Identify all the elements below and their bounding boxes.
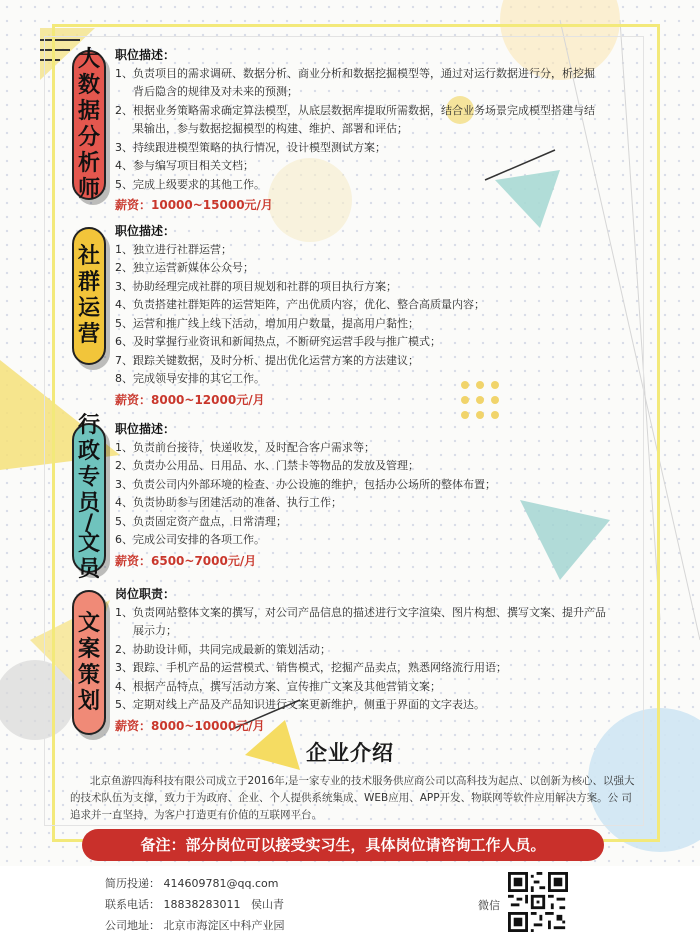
title-char: 政 [77,439,100,464]
title-char: 划 [77,688,100,714]
job-duty: 3、跟踪、手机产品的运营模式、销售模式，挖掘产品卖点，熟悉网络流行用语； [115,661,507,674]
job-duty: 2、协助设计师，共同完成最新的策划活动； [115,642,331,656]
note-banner: 备注：部分岗位可以接受实习生，具体岗位请咨询工作人员。 [82,829,604,861]
job-duty: 5、定期对线上产品及产品知识进行文案更新维护，侧重于界面的文字表达。 [115,698,485,711]
title-char: 群 [77,270,100,295]
job-duty: 8、完成领导安排的其它工作。 [115,372,265,385]
job-duty: 2、独立运营新媒体公众号； [115,261,254,274]
job-duty: 3、负责公司内外部环境的检查、办公设施的维护，包括办公场所的整体布置； [115,477,496,491]
title-char: 文 [77,531,100,556]
title-char: 大 [77,47,100,72]
job-salary: 薪资：8000~12000元/月 [115,392,265,407]
title-char: 策 [77,662,100,688]
contact-address [105,917,285,933]
job-section-community-ops [115,222,635,409]
title-char: 析 [77,151,100,176]
company-title: 企业介绍 [306,741,394,765]
job-duty: 4、参与编写项目相关文档； [115,159,254,172]
job-salary: 薪资：6500~7000元/月 [115,553,257,568]
wechat-label: 微信 [478,899,500,912]
job-title-community-ops [72,227,106,365]
job-duty: 2、负责办公用品、日用品、水、门禁卡等物品的发放及管理； [115,459,419,472]
title-char: 员 [77,557,100,582]
phone-value[interactable]: 18838283011 侯山青 [163,898,284,911]
title-char: 员 [77,491,100,516]
title-char: 营 [77,322,100,347]
job-heading: 职位描述： [115,422,176,436]
job-duty-continued: 展示力； [133,624,177,637]
phone-label: 联系电话： [105,898,160,911]
title-char: 文 [77,610,100,636]
job-heading: 职位描述： [115,224,176,238]
wechat-qr-code-icon[interactable] [508,872,568,932]
contact-footer [0,866,700,942]
job-duty: 4、负责搭建社群矩阵的运营矩阵，产出优质内容，优化、整合高质量内容； [115,298,485,311]
job-section-admin-clerk [115,420,635,570]
job-duty: 5、完成上级要求的其他工作。 [115,177,265,191]
job-duty: 3、持续跟进模型策略的执行情况，设计模型测试方案； [115,140,386,154]
job-duty: 6、及时掌握行业资讯和新闻热点，不断研究运营手段与推广模式； [115,335,441,348]
address-label: 公司地址： [105,919,160,932]
job-salary: 薪资：8000~10000元/月 [115,718,265,733]
job-duty: 1、独立进行社群运营； [115,242,232,256]
job-heading: 岗位职责： [115,587,176,601]
job-duty: 1、负责网站整体文案的撰写，对公司产品信息的描述进行文字渲染、图片构想、撰写文案、提升产品 [115,605,606,619]
title-char: / [84,511,94,536]
job-duty: 5、负责固定资产盘点，日常清理； [115,514,287,528]
title-char: 专 [77,465,100,490]
title-char: 行 [77,413,100,438]
job-heading: 职位描述： [115,48,176,62]
job-duty: 5、运营和推广线上线下活动，增加用户数量，提高用户黏性； [115,316,419,330]
resume-email[interactable]: 414609781@qq.com [163,877,279,890]
job-title-data-analyst [72,47,106,202]
job-duty: 6、完成公司安排的各项工作。 [115,533,265,546]
title-char: 案 [77,636,100,662]
job-title-copywriter [72,590,106,735]
job-duty: 4、根据产品特点，撰写活动方案、宣传推广文案及其他营销文案； [115,679,441,693]
title-char: 数 [77,73,100,98]
resume-label: 简历投递： [105,877,160,890]
job-duty-continued: 背后隐含的规律及对未来的预测； [133,85,298,98]
job-duty: 1、负责项目的需求调研、数据分析、商业分析和数据挖掘模型等，通过对运行数据进行分，析挖掘 [115,66,595,80]
job-duty: 7、跟踪关键数据，及时分析、提出优化运营方案的方法建议； [115,353,419,367]
job-section-data-analyst [115,46,635,215]
job-section-copywriter [115,585,635,735]
company-description: 北京鱼游四海科技有限公司成立于2016年,是一家专业的技术服务供应商公司以高科技为起点、以创新为核心、以强大的技术队伍为支撑，致力于为政府、企业、个人提供系统集成、WEB应用、APP开发、物联网等软件应用解决方案。公 司追求并一直坚持，为客户打造更有价值的互联网平台。 [70,775,635,821]
title-char: 分 [77,125,100,150]
job-duty: 3、协助经理完成社群的项目规划和社群的项目执行方案； [115,279,397,293]
title-char: 运 [77,296,100,321]
contact-phone [105,896,284,912]
job-duty: 2、根据业务策略需求确定算法模型，从底层数据库提取所需数据，结合业务场景完成模型搭建与结 [115,103,595,117]
title-char: 据 [77,99,100,124]
title-char: 师 [77,177,100,202]
contact-resume [105,875,278,891]
job-duty-continued: 果输出，参与数据挖掘模型的构建、维护、部署和评估； [133,122,408,135]
job-duty: 4、负责协助参与团建活动的准备、执行工作； [115,496,342,509]
job-duty: 1、负责前台接待，快递收发，及时配合客户需求等； [115,440,375,454]
address-value: 北京市海淀区中科产业园 [163,919,285,932]
job-salary: 薪资：10000~15000元/月 [115,198,273,212]
title-char: 社 [77,244,100,269]
job-title-admin-clerk [72,413,106,582]
